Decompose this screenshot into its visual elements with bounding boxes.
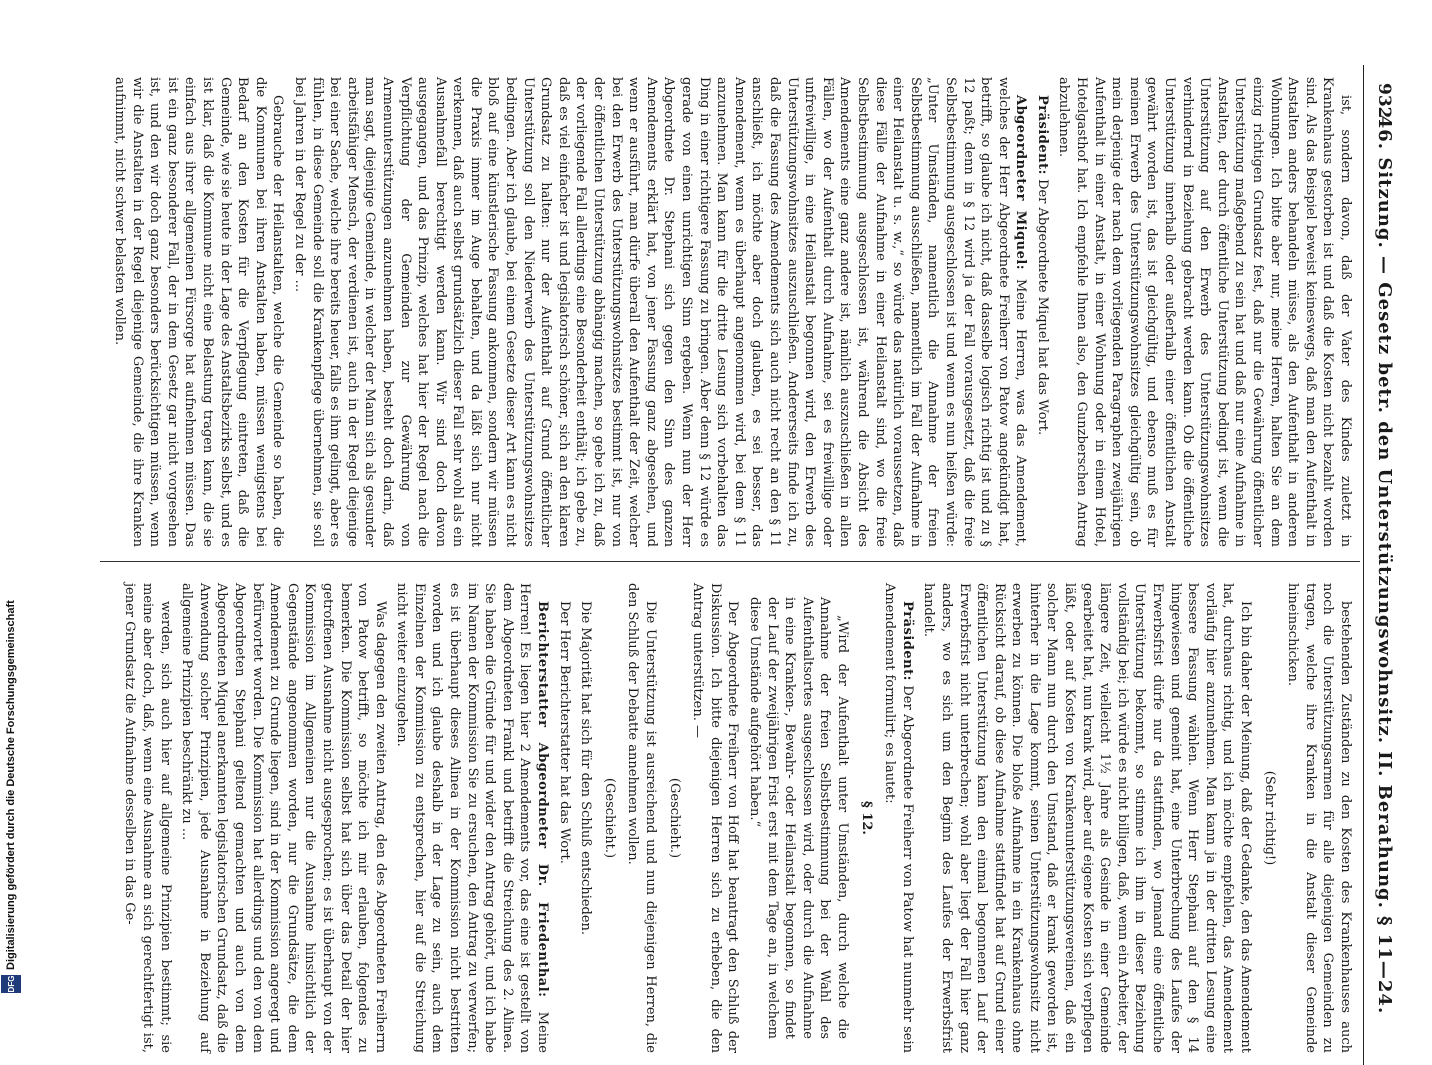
speaker-name: Abgeordneter Miquel: xyxy=(1013,95,1029,271)
paragraph: Die Unterstützung ist ausreichend und nun diejenigen Herren, die den Schluß der Debatte annehmen wollen. xyxy=(625,583,659,1053)
paragraph: bestehenden Zuständen zu den Kosten des Krankenhauses auch noch die Unterstützungsarmen für alle diejenigen Gemeinden zu tragen, welche ihre Kranken in die Anstalt dieser Gemeinde hineinschicken. xyxy=(1285,583,1353,1053)
paragraph: Gebrauche der Heilanstalten, welche die Gemeinde so haben, die die Kommunen bei ihren Anstalten haben, müssen wenigstens bei Bedarf an den Kosten für die Verpflegung eintreten, daß die Gemeinde, wie sie heute in der Lage des Anstaltsbezirks selbst, und es ist klar, daß die Kommune nicht eine Belastung tragen kann, die sie einfach aus ihrer allgemeinen Fürsorge hat aufnehmen müssen. Das ist ein ganz besonderer Fall, der in dem Gesetz gar nicht vorgesehen ist, und den wir doch ganz besonders berücksichtigen müssen, wenn wir die Anstalten in der Regel diejenige Gemeinde, die ihre Kranken aufnimmt, nicht schwer belasten wollen. xyxy=(112,77,286,547)
speech-text: Meine Herren, was das Amendement, welches der Herr Abgeordnete Freiherr von Patow angekündigt hat, betrifft, so glaube ich nicht, daß dasselbe logisch richtig ist und zu § 12 paßt; denn in § 12 wird ja der Fall vorausgesetzt, daß die freie Selbstbestimmung ausgeschlossen ist und wenn es nun heißen würde: „Unter Umständen, namentlich die Annahme der freien Selbstbestimmung ausschließen, namentlich im Fall der Aufnahme in einer Heilanstalt u. s. w.,“ so würde das natürlich voraussetzen, daß diese Fälle der Aufnahme in einer Heilanstalt sind, wo die freie Selbstbestimmung ausgeschlossen ist, während die Absicht des Amendements eine ganz andere ist, nämlich auszuschließen in allen Fällen, wo der Aufenthalt durch Aufnahme, sei es freiwillige oder unfreiwillige, in eine Heilanstalt begonnen wird, den Erwerb des Unterstützungswohnsitzes auszuschließen. Andererseits finde ich zu, daß die Fassung des Amendements sich auch nicht recht an den § 11 anschließt, ich möchte aber doch glauben, es sei besser, das Amendement, wenn es überhaupt angenommen wird, bei dem § 11 anzunehmen. Man kann für die dritte Lesung sich vorbehalten das Ding in einer richtigere Fassung zu bringen. Aber denn § 12 würde es gerade von einen unrichtigen Sinn ergeben. Wenn nun der Herr Abgeordnete Dr. Stephani sich gegen den Sinn des ganzen Amendements erklärt hat, von jener Fassung ganz abgesehen, und wenn er ausführt, man dürfe überall den Aufenthalt der Zeit, welcher bei den Erwerb des Unterstützungswohnsitzes bestimmt ist, nur von der öffentlichen Unterstützung abhängig machen, so gebe ich zu, daß der vorliegende Fall allerdings eine Besonderheit enthält; ich gebe zu, daß es viel einfacher ist und legislatorisch schöner, sich an den klaren Grundsatz zu halten: nur der Aufenthalt auf Grund öffentlicher Unterstützung soll den Niederwerb des Unterstützungswohnsitzes bedingen. Aber ich glaube, bei einem Gesetze dieser Art kann es nicht bloß auf eine künstlerische Fassung ankommen, sondern wir müssen die Praxis immer im Auge behalten, und da läßt sich nur nicht verkennen, daß auch selbst grundsätzlich dieser Fall sehr wohl als ein Ausnahmefall berechtigt werden kann. Wir sind doch davon ausgegangen, und das Prinzip, welches hat hier der Regel nach die Verpflichtung der Gemeinden zur Gewährung von Armenunterstützungen anzunehmen haben, besteht doch darin, daß man sagt, diejenige Gemeinde, in welcher der Mann sich als gesunder arbeitsfähiger Mensch, der verdienen ist, auch in der Regel diejenige bei einer Sache, welche ihre bereits heuer, falls es ihm gelingt, aber es fühlen, in diese Gemeinde soll die Krankenpflege übernehmen, sie soll bei Jahren in der Regel zu der ... xyxy=(291,77,1029,547)
dfg-logo: DFG xyxy=(1,975,21,993)
speech-text: Meine Herren! Es liegen hier 2 Amendements vor, das eine ist gestellt von dem Abgeordneten Frankl und betrifft die Streichung des 2. Alinea. Sie haben die Gründe für und wider den Antrag gehört, und ich habe im Namen der Kommission Sie zu ersuchen, den Antrag zu verwerfen; es ist überhaupt dieses Alinea in der Kommission nicht bestritten worden und ich glaube deshalb in der Lage zu sein, auch dem Einzelnen der Kommission zu entsprechen, hier auf die Streichung nicht weiter einzugehen. xyxy=(394,583,551,1053)
page-number: 932 xyxy=(1374,83,1394,119)
scanned-page xyxy=(90,65,1400,1065)
paragraph: Der Abgeordnete Freiherr von Hoff hat beantragt den Schluß der Diskussion. Ich bitte diejenigen Herren sich zu erheben, die den Antrag unterstützen. — xyxy=(690,583,741,1053)
column-divider xyxy=(100,561,1360,562)
speech-text: Der Abgeordnete Miquel hat das Wort. xyxy=(1034,179,1050,436)
paragraph: Die Majorität hat sich für den Schluß entschieden. xyxy=(578,601,594,936)
paragraph: Der Herr Berichterstatter hat das Wort. xyxy=(556,601,572,864)
running-title: 46. Sitzung. — Gesetz betr. den Unterstützungswohnsitz. II. Berathung. § 11—24. xyxy=(1374,115,1395,1015)
digitization-credit: Digitalisierung gefördert durch die Deutsche Forschungsgemeinschaft xyxy=(5,600,17,970)
speaker-name: Präsident: xyxy=(1034,95,1050,175)
reaction: (Sehr richtig!) xyxy=(1261,770,1277,866)
page-header xyxy=(1363,65,1400,1065)
speaker-name: Präsident: xyxy=(899,601,915,681)
left-column xyxy=(106,77,1354,547)
paragraph: Was dagegen den zweiten Antrag, den des Abgeordneten Freiherrn von Patow betrifft, so möchte ich mir erlauben, folgendes zu bemerken. Die Kommission selbst hat sich über das Detail der hier getroffenen Ausnahme nicht ausgesprochen; es ist überhaupt von der Kommission im Allgemeinen nur die Ausnahme hinsichtlich der Gegenstände angenommen worden, nur die Grundsätze, die dem Amendement zu Grunde liegen, sind in der Kommission angeregt und befürwortet worden. Die Kommission hat allerdings und den von dem Abgeordneten Stephani geltend gemachten und auch von dem Abgeordneten Miquel anerkannten legislatorischen Grundsatz, daß die Anwendung solcher Prinzipien, jede Ausnahme in Beziehung auf allgemeine Prinzipien beschränkt zu ... xyxy=(179,583,388,1053)
paragraph: Ich bin daher der Meinung, daß der Gedanke, den das Amendement hat, durchaus richtig, und ich möchte empfehlen, das Amendement vorläufig hier anzunehmen. Man kann ja in der dritten Lesung eine bessere Fassung wählen. Wenn Herr Stephani auf den § 14 hingewiesen und gemeint hat, eine Unterbrechung des Laufes der Erwerbsfrist dürfe nur da stattfinden, wo Jemand eine öffentliche Unterstützung bekommt, so stimme ich ihm in dieser Beziehung vollständig bei; ich würde es nicht billigen, daß, wenn ein Arbeiter, der längere Zeit, vielleicht 1½ Jahre als Gesinde in einer Gemeinde gearbeitet hat, nun krank wird, aber auf eigene Kosten sich verpflegen läßt, oder auf Kosten von Krankenunterstützungsvereinen, daß ein solcher Mann nun durch den Umstand, daß er krank geworden ist, hinterher in die Lage kommt, seinen Unterstützungswohnsitz nicht erwerben zu können. Die bloße Aufnahme in ein Krankenhaus ohne Rücksicht darauf, ob diese Aufnahme stattfindet hat auf Grund einer öffentlichen Unterstützung kann den einmal begonnenen Lauf der Erwerbsfrist nicht unterbrechen; wohl aber liegt der Fall hier ganz anders, wo es sich um den Beginn des Laufes der Erwerbsfrist handelt. xyxy=(921,583,1254,1053)
paragraph xyxy=(1033,77,1051,547)
speaker-name: Berichterstatter Abgeordneter Dr. Friedenthal: xyxy=(535,601,551,998)
section-heading: § 12. xyxy=(858,801,874,835)
amendment-quote: „Wird der Aufenthalt unter Umständen, durch welche die Annahme der freien Selbstbestimmung bei der Wahl des Aufenthaltsortes ausgeschlossen wird, oder durch die Aufnahme in eine Kranken-, Bewahr- oder Heilanstalt begonnen, so findet der Lauf der zweijährigen Frist erst mit dem Tage an, in welchem diese Umstände aufgehört haben.“ xyxy=(747,597,850,1039)
paragraph xyxy=(290,77,1029,547)
reaction: (Geschieht.) xyxy=(666,777,682,859)
speech-text: Der Abgeordnete Freiherr von Patow hat nunmehr sein Amendement formulirt; es lautet: xyxy=(882,583,915,1053)
digitization-strip xyxy=(0,0,22,1000)
reaction: (Geschieht.) xyxy=(601,777,617,859)
right-column xyxy=(117,583,1354,1053)
paragraph xyxy=(881,583,916,1053)
paragraph xyxy=(393,583,551,1053)
paragraph: ist, sondern davon, daß der Vater des Kindes zuletzt in Krankenhaus gestorben ist und daß die Kosten nicht bezahlt worden sind. Als das Beispiel beweist keineswegs, daß man den Aufenthalt in Anstalten anders behandeln müsse, als den Aufenthalt in anderen Wohnungen. Ich bitte aber nur, meine Herren, halten Sie an dem einzig richtigen Grundsatz fest, daß nur die Gewährung öffentlicher Unterstützung maßgebend zu sein hat und daß nur eine Aufnahme in Anstalten, der durch öffentliche Unterstützung bedingt ist, wenn die Unterstützung auf den Erwerb des Unterstützungswohnsitzes verhindernd in Beziehung gebracht werden kann. Ob die öffentliche Unterstützung innerhalb oder außerhalb einer öffentlichen Anstalt gewährt worden ist, das ist gleichgültig, und ebenso muß es für meinen Erwerb des Unterstützungswohnsitzes gleichgültig sein, ob mein derjenige der nach dem vorliegenden Paragraphen zweijährigen Aufenthalt in einer Anstalt, in einer Wohnung oder in einem Hotel, Hotelgasthof hat. Ich empfehle Ihnen also, den Gunzberschen Antrag abzulehnen. xyxy=(1056,77,1353,547)
paragraph: werden, sich auch hier auf allgemeine Prinzipien bestimmt; sie meine aber doch, daß, wenn eine Ausnahme an sich gerechtfertigt ist, jener Grundsatz die Aufnahme desselben in das Ge- xyxy=(122,583,173,1053)
